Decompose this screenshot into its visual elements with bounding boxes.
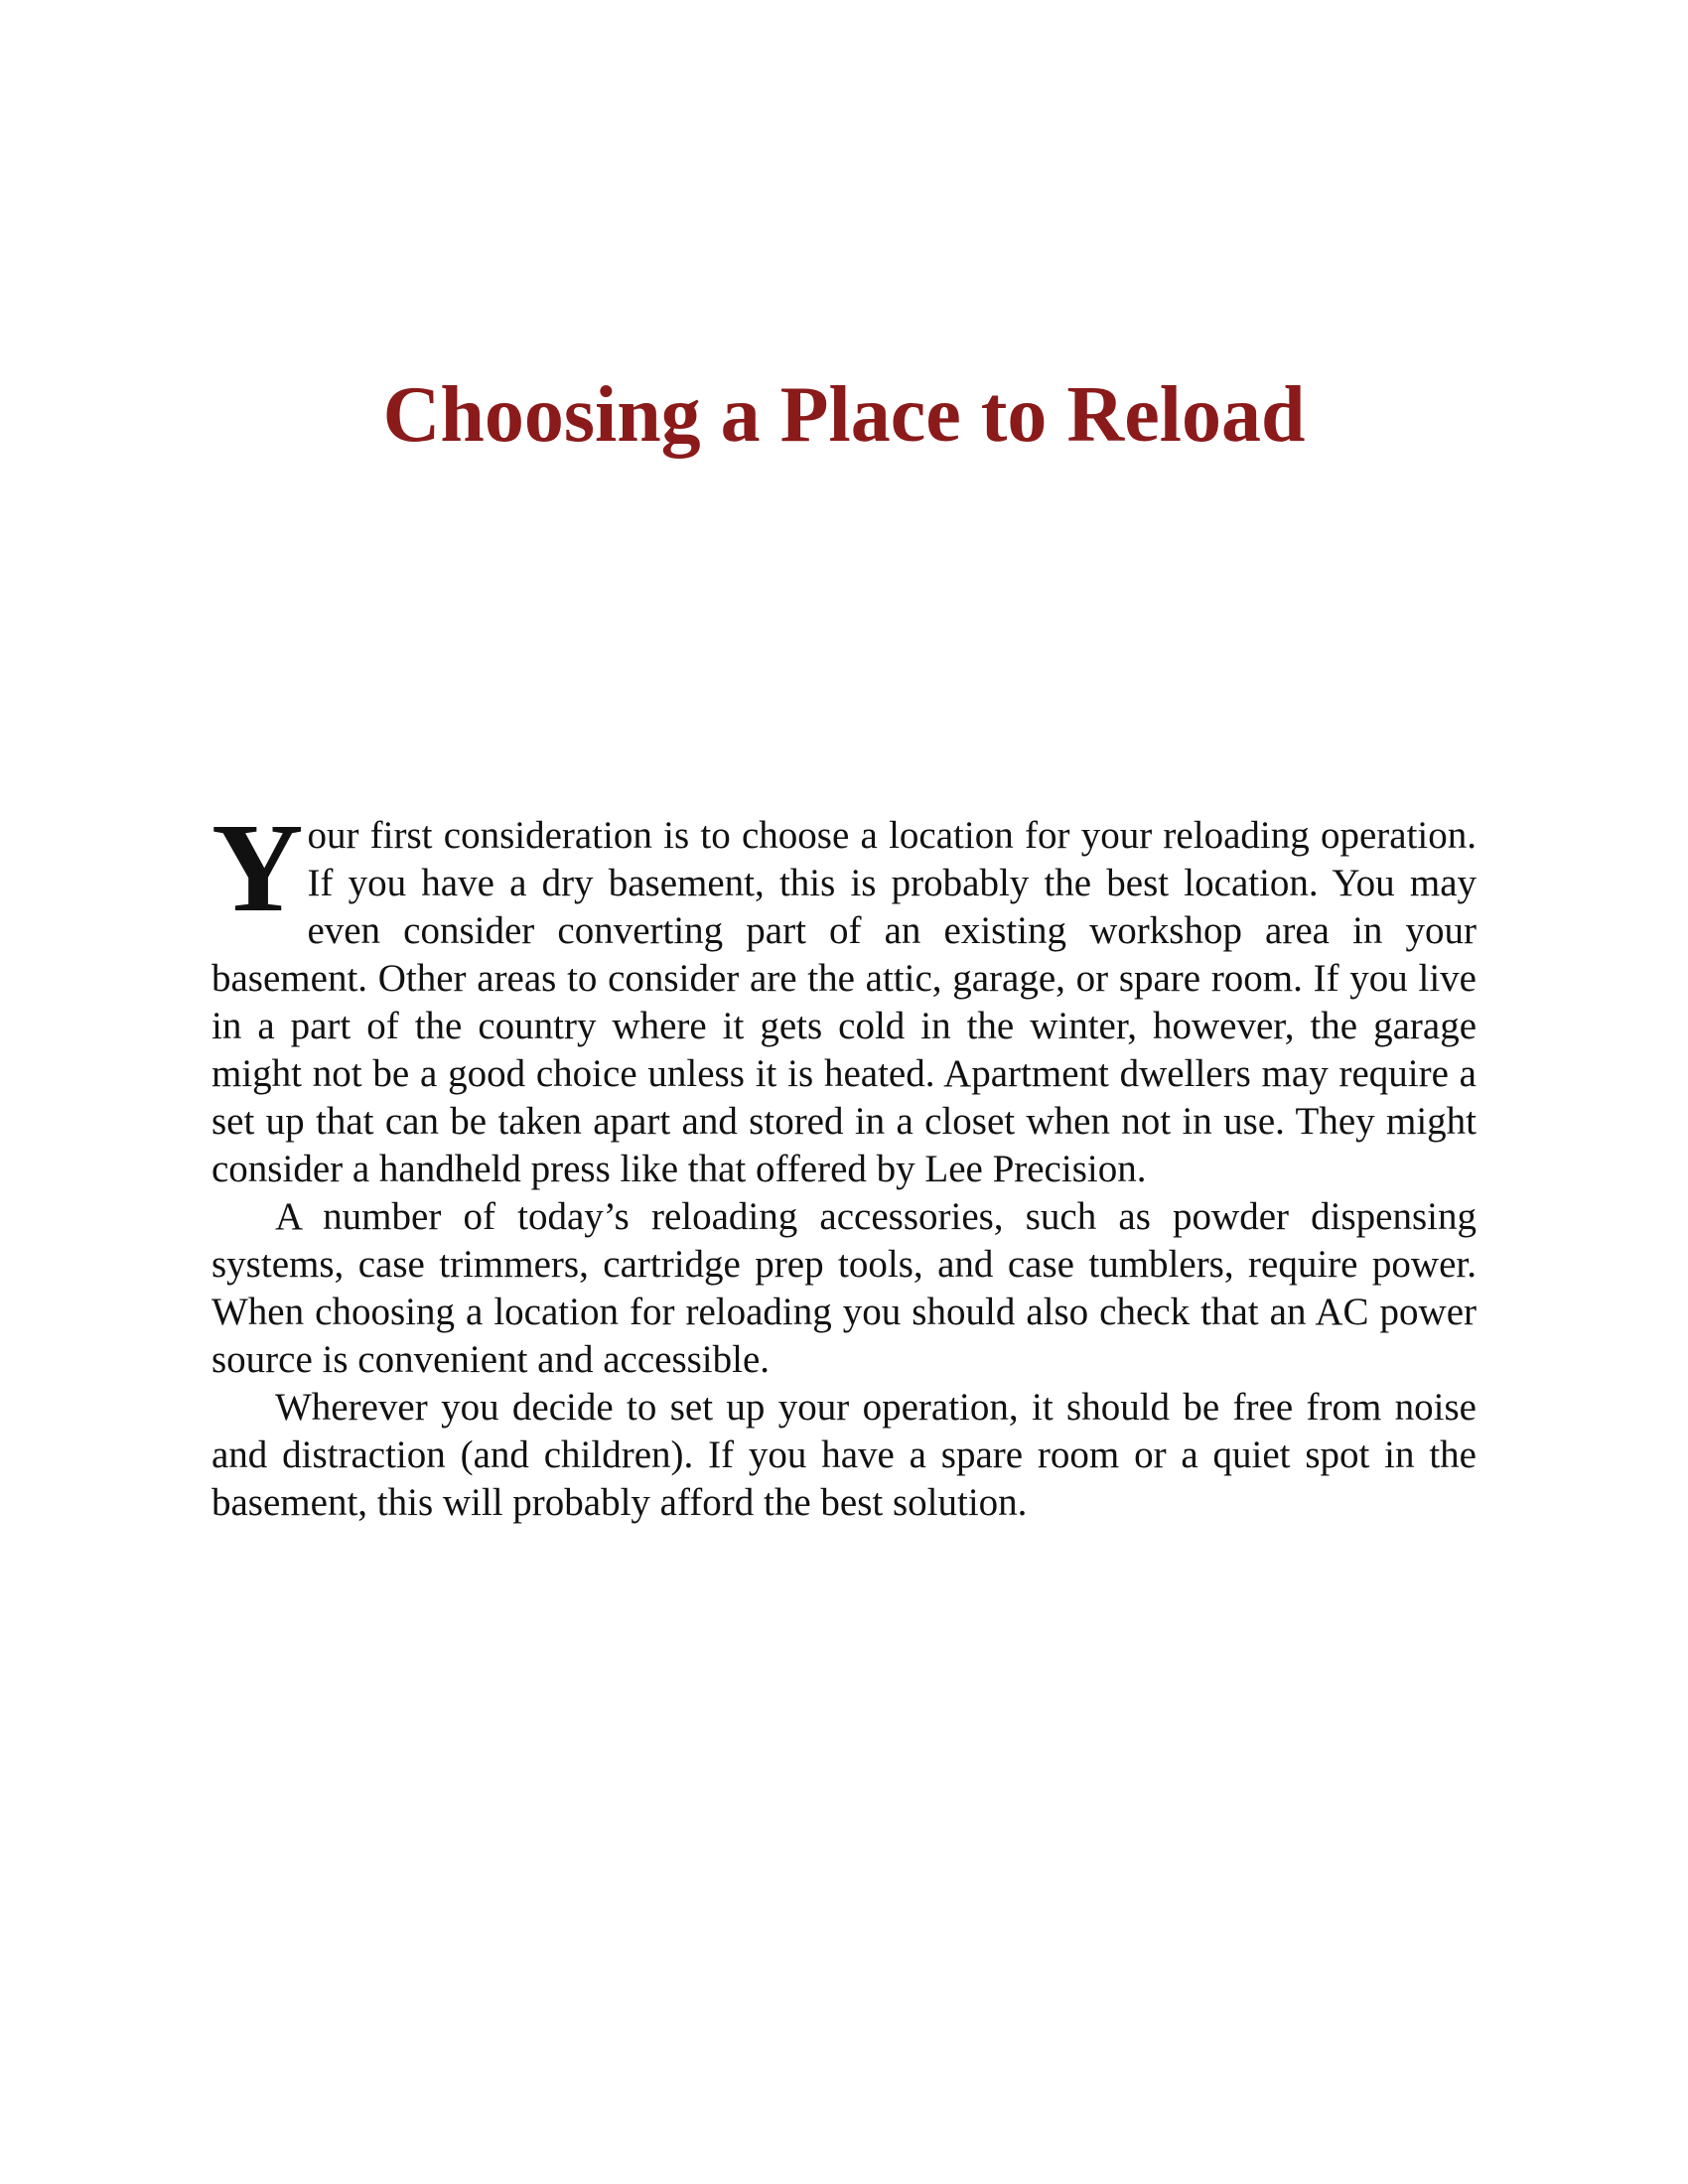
drop-cap: Y <box>211 797 304 938</box>
paragraph-2: A number of today’s reloading accessories, such as powder dispensing systems, case trimmers, cartridge prep tools, and case tumblers, require power. When choosing a location for reloading you should also check that an AC power source is convenient and accessible. <box>211 1195 1477 1381</box>
paragraph-1 <box>211 797 1477 1193</box>
chapter-title: Choosing a Place to Reload <box>382 371 1306 459</box>
paragraph-3: Wherever you decide to set up your operation, it should be free from noise and distraction (and children). If you have a spare room or a quiet spot in the basement, this will probably afford the best solution. <box>211 1386 1477 1524</box>
body-text <box>211 797 1477 1527</box>
paragraph-1-text: our first consideration is to choose a location for your reloading operation. If you have a dry basement, this is probably the best location. You may even consider converting part of an existing workshop area in your basement. Other areas to consider are the attic, garage, or spare room. If you live in a part of the country where it gets cold in the winter, however, the garage might not be a good choice unless it is heated. Apartment dwellers may require a set up that can be taken apart and stored in a closet when not in use. They might consider a handheld press like that offered by Lee Precision. <box>211 814 1477 1190</box>
